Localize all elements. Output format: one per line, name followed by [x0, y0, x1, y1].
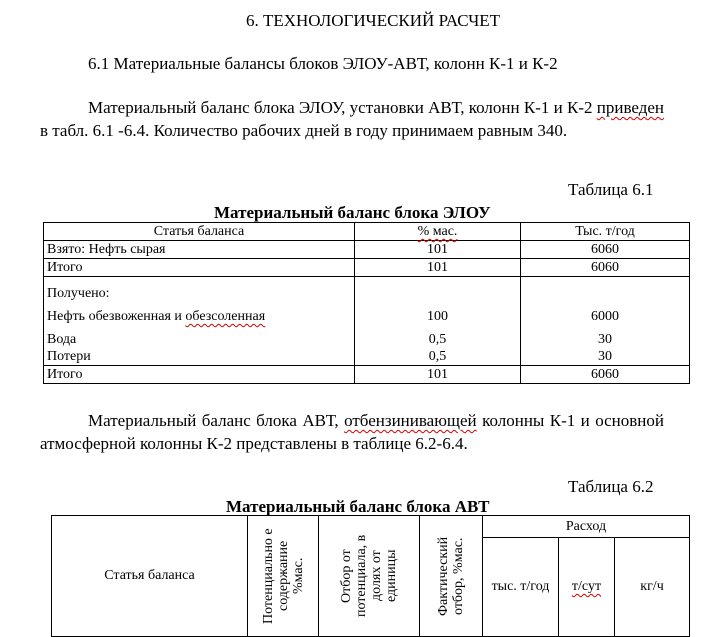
table-row [44, 241, 690, 259]
table-1-label: Таблица 6.1 [568, 180, 654, 199]
table-row [44, 277, 690, 366]
cell: 6060 [521, 241, 690, 259]
table-2-title: Материальный баланс блока АВТ [226, 497, 490, 516]
header-expense: Расход [483, 516, 690, 538]
oil-row-percent: 100 [427, 309, 448, 324]
header-article: Статья баланса [52, 516, 248, 637]
header-cell: Статья баланса [44, 223, 355, 241]
table-1 [43, 222, 690, 384]
header-selection: Отбор от потенциала, в долях от единицы [319, 516, 420, 637]
section-title: 6. ТЕХНОЛОГИЧЕСКИЙ РАСЧЕТ [245, 11, 501, 30]
header-tpd: т/сут [559, 538, 615, 637]
subsection-title: 6.1 Материальные балансы блоков ЭЛОУ-АВТ, колонн К-1 и К-2 [88, 54, 558, 73]
loss-row-label: Потери [47, 349, 91, 364]
water-row-label: Вода [47, 332, 77, 347]
paragraph-1-line2: в табл. 6.1 -6.4. Количество рабочих дней в году принимаем равным [40, 121, 534, 140]
loss-row-percent: 0,5 [428, 349, 447, 364]
cell: 101 [355, 366, 521, 384]
header-cell [355, 223, 521, 241]
header-tpy: тыс. т/год [483, 538, 559, 637]
paragraph-1 [40, 96, 664, 142]
water-row-amount: 30 [598, 332, 612, 347]
table-row [44, 259, 690, 277]
table-row [52, 516, 690, 538]
paragraph-2-part1: Материальный баланс блока АВТ, [88, 411, 345, 430]
table-2-label: Таблица 6.2 [568, 477, 654, 496]
cell [521, 277, 690, 366]
oil-row-amount: 6000 [591, 309, 619, 324]
paragraph-1-wavy-word: приведен [596, 98, 664, 117]
received-label: Получено: [47, 286, 110, 301]
paragraph-1-line3: 340. [537, 121, 568, 140]
paragraph-2 [40, 409, 664, 455]
paragraph-2-wavy-word: отбензинивающей [344, 411, 477, 430]
table-1-title: Материальный баланс блока ЭЛОУ [214, 203, 491, 222]
cell: Итого [44, 259, 355, 277]
header-cell-text: % мас. [417, 224, 458, 239]
cell [44, 277, 355, 366]
loss-row-amount: 30 [598, 349, 612, 364]
header-actual: Фактический отбор, %мас. [420, 516, 483, 637]
table-row [44, 223, 690, 241]
cell: Итого [44, 366, 355, 384]
cell: 6060 [521, 259, 690, 277]
cell: Взято: Нефть сырая [44, 241, 355, 259]
paragraph-1-line1: Материальный баланс блока ЭЛОУ, установки АВТ, колонн К-1 и К-2 [88, 98, 593, 117]
water-row-percent: 0,5 [428, 332, 447, 347]
cell: 101 [355, 241, 521, 259]
cell: 6060 [521, 366, 690, 384]
header-kgh: кг/ч [615, 538, 690, 637]
header-potential: Потенциально е содержание %мас. [248, 516, 319, 637]
paragraph-2-part2: колонны К-1 и основной атмосферной колонны К-2 представлены в таблице 6.2-6.4. [40, 411, 664, 453]
cell: 101 [355, 259, 521, 277]
oil-row-label: Нефть обезвоженная и обезсоленная [47, 309, 266, 324]
table-row [44, 366, 690, 384]
header-cell: Тыс. т/год [521, 223, 690, 241]
cell [355, 277, 521, 366]
